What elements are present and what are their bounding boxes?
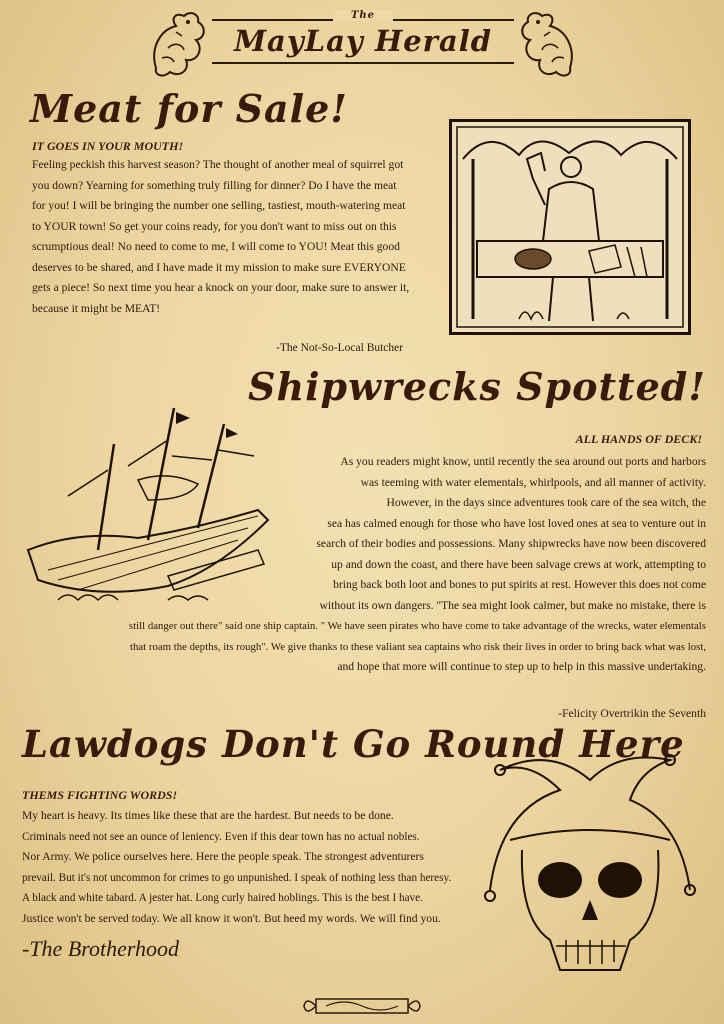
article1-line: gets a piece! So next time you hear a knock on your door, make sure to answer it,: [32, 281, 410, 294]
butcher-woodcut-illustration: [449, 119, 691, 335]
article2-line: still danger out there" said one ship captain. " We have seen pirates who have come to take advantage of the wrecks, water elementals: [128, 620, 706, 632]
article2-byline: -Felicity Overtrikin the Seventh: [558, 707, 706, 720]
article2-line: was teeming with water elementals, whirlpools, and all manner of activity.: [360, 475, 706, 489]
masthead: [0, 0, 724, 84]
article1-line: to YOUR town! So get your coins ready, for you don't want to miss out on this: [32, 219, 397, 233]
article2-line: bring back both loot and bones to put spirits at rest. However this does not come: [333, 578, 706, 591]
article3-byline: -The Brotherhood: [22, 936, 180, 961]
article1-body: [32, 155, 444, 319]
article3-line: prevail. But it's not uncommon for crimes to go unpunished. I speak of nothing less than heresy.: [22, 871, 452, 884]
article2-line: sea has calmed enough for those who have lost loved ones at sea to venture out in: [327, 516, 706, 530]
masthead-title: MayLay Herald: [233, 24, 493, 58]
article3-line: Justice won't be served today. We all know it won't. But heed my words. We will find you.: [22, 911, 441, 925]
article2-headline: Shipwrecks Spotted!: [248, 364, 706, 409]
article3-line: Nor Army. We police ourselves here. Here the people speak. The strongest adventurers: [22, 850, 424, 863]
article1-line: deserves to be shared, and I have made it my mission to make sure EVERYONE: [32, 260, 406, 274]
article1-line: for you! I will be bringing the number one selling, tastiest, mouth-watering meat: [32, 199, 406, 212]
article1-line: you down? Yearning for something truly filling for dinner? Do I have the meat: [32, 178, 397, 192]
article2-line: search of their bodies and possessions. Many shipwrecks have now been discovered: [316, 537, 706, 550]
article3-line: Criminals need not see an ounce of leniency. Even if this dear town has no actual nobles.: [22, 830, 420, 843]
article2-line: However, in the days since adventures took care of the sea witch, the: [386, 496, 706, 509]
masthead-the: The: [333, 10, 393, 21]
article1-line: because it might be MEAT!: [32, 301, 161, 315]
article3-line: A black and white tabard. A jester hat. Long curly haired hoblings. This is the best I have.: [22, 892, 423, 904]
article3-line: My heart is heavy. Its times like these that are the hardest. But needs to be done.: [22, 809, 394, 822]
article1-byline: -The Not-So-Local Butcher: [276, 342, 404, 354]
article2-subhead: ALL HANDS OF DECK!: [575, 432, 702, 446]
dragon-icon: [146, 8, 212, 80]
article1-subhead: IT GOES IN YOUR MOUTH!: [32, 139, 184, 153]
article3-headline: Lawdogs Don't Go Round Here: [22, 722, 685, 766]
article1-line: scrumptious deal! No need to come to me, I will come to YOU! Meat this good: [32, 240, 400, 253]
article2-line: up and down the coast, and there have been salvage crews at work, attempting to: [331, 557, 706, 571]
article2-body: [6, 452, 706, 678]
article1-headline: Meat for Sale!: [30, 86, 348, 131]
article2-line: and hope that more will continue to step up to help in this massive undertaking.: [337, 660, 706, 673]
masthead-rule-bottom: [212, 62, 514, 64]
article2-line: that roam the depths, its rough". We give thanks to these valiant sea captains who risk their lives in order to bring back what was lost,: [129, 640, 706, 653]
article1-line: Feeling peckish this harvest season? The thought of another meal of squirrel got: [32, 158, 404, 171]
article2-line: without its own dangers. "The sea might look calmer, but make no mistake, there is: [319, 598, 706, 612]
dragon-icon: [514, 8, 580, 80]
scroll-ornament-icon: [302, 994, 422, 1018]
article3-subhead: THEMS FIGHTING WORDS!: [22, 788, 178, 802]
article2-line: As you readers might know, until recently the sea around out ports and harbors: [340, 455, 706, 468]
article3-body: [22, 806, 522, 929]
